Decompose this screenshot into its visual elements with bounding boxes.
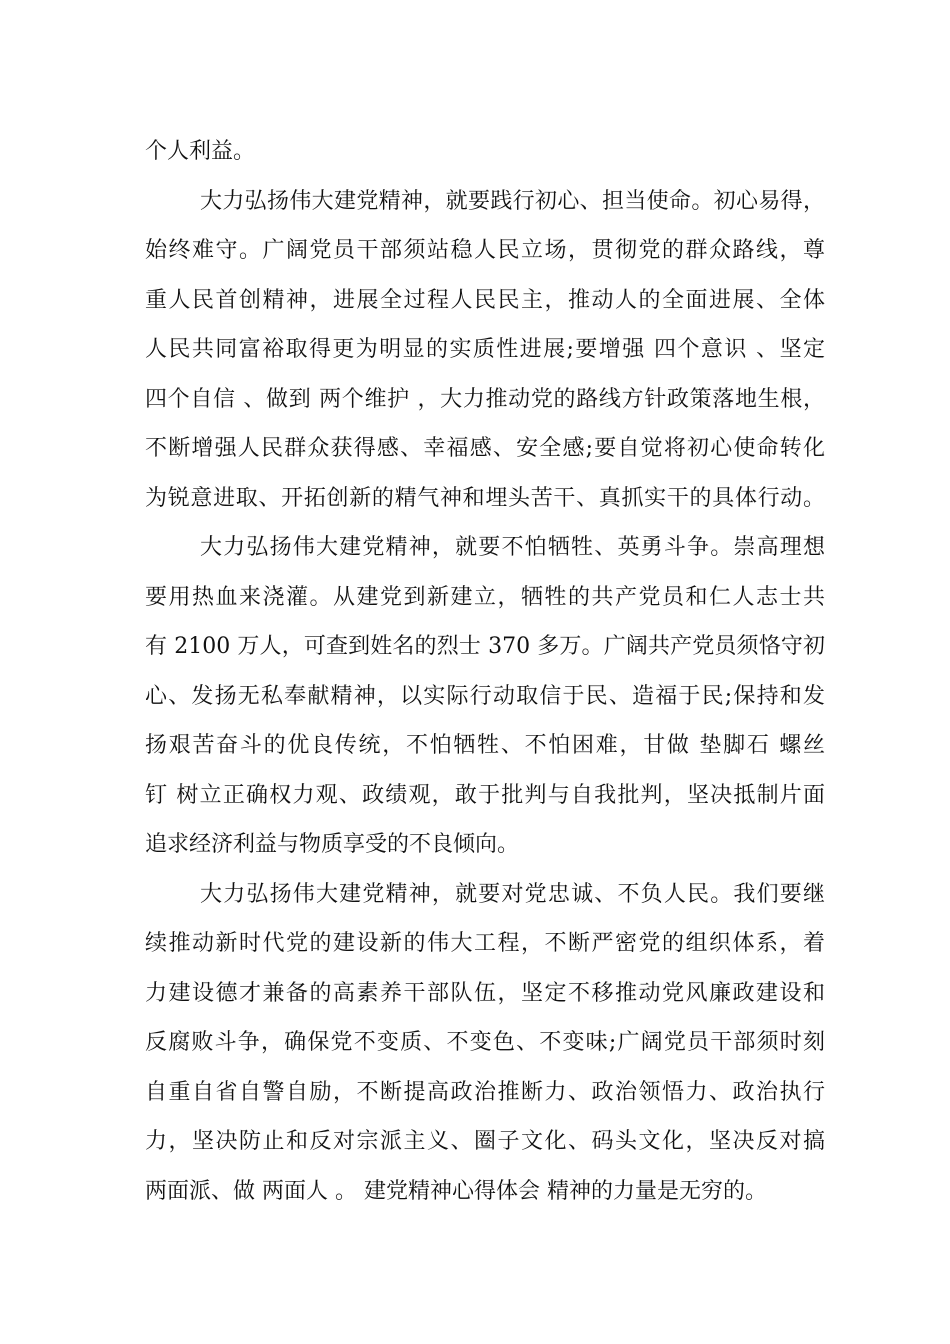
- paragraph-first-line: 大力弘扬伟大建党精神，就要对党忠诚、不负人民。我们要继: [200, 882, 825, 907]
- text-line: 四个自信 、做到 两个维护 ，大力推动党的路线方针政策落地生根，: [145, 387, 825, 412]
- text-line: 个人利益。: [145, 139, 256, 164]
- text-line: 为锐意进取、开拓创新的精气神和埋头苦干、真抓实干的具体行动。: [145, 486, 825, 511]
- text-line: 反腐败斗争，确保党不变质、不变色、不变味;广阔党员干部须时刻: [145, 1030, 825, 1055]
- paragraph-first-line: 大力弘扬伟大建党精神，就要不怕牺牲、英勇斗争。崇高理想: [200, 535, 825, 560]
- text-line: 自重自省自警自励，不断提高政治推断力、政治领悟力、政治执行: [145, 1080, 825, 1105]
- text-line: 续推动新时代党的建设新的伟大工程，不断严密党的组织体系，着: [145, 931, 825, 956]
- text-line: 追求经济利益与物质享受的不良倾向。: [145, 832, 520, 857]
- text-line: 钉 树立正确权力观、政绩观，敢于批判与自我批判，坚决抵制片面: [145, 783, 825, 808]
- text-line: 两面派、做 两面人 。 建党精神心得体会 精神的力量是无穷的。: [145, 1179, 767, 1204]
- text-line: 人民共同富裕取得更为明显的实质性进展;要增强 四个意识 、坚定: [145, 337, 825, 362]
- text-line: 要用热血来浇灌。从建党到新建立，牺牲的共产党员和仁人志士共: [145, 585, 825, 610]
- text-line: 不断增强人民群众获得感、幸福感、安全感;要自觉将初心使命转化: [145, 436, 825, 461]
- text-line: 力建设德才兼备的高素养干部队伍，坚定不移推动党风廉政建设和: [145, 981, 825, 1006]
- text-line: 扬艰苦奋斗的优良传统，不怕牺牲、不怕困难，甘做 垫脚石 螺丝: [145, 733, 825, 758]
- text-line: 重人民首创精神，进展全过程人民民主，推动人的全面进展、全体: [145, 288, 825, 313]
- text-line: 心、发扬无私奉献精神，以实际行动取信于民、造福于民;保持和发: [145, 684, 825, 709]
- paragraph-first-line: 大力弘扬伟大建党精神，就要践行初心、担当使命。初心易得，: [200, 189, 825, 214]
- text-line: 始终难守。广阔党员干部须站稳人民立场，贯彻党的群众路线，尊: [145, 238, 825, 263]
- text-line: 有 2100 万人，可查到姓名的烈士 370 多万。广阔共产党员须恪守初: [145, 634, 825, 659]
- text-line: 力，坚决防止和反对宗派主义、圈子文化、码头文化，坚决反对搞: [145, 1129, 825, 1154]
